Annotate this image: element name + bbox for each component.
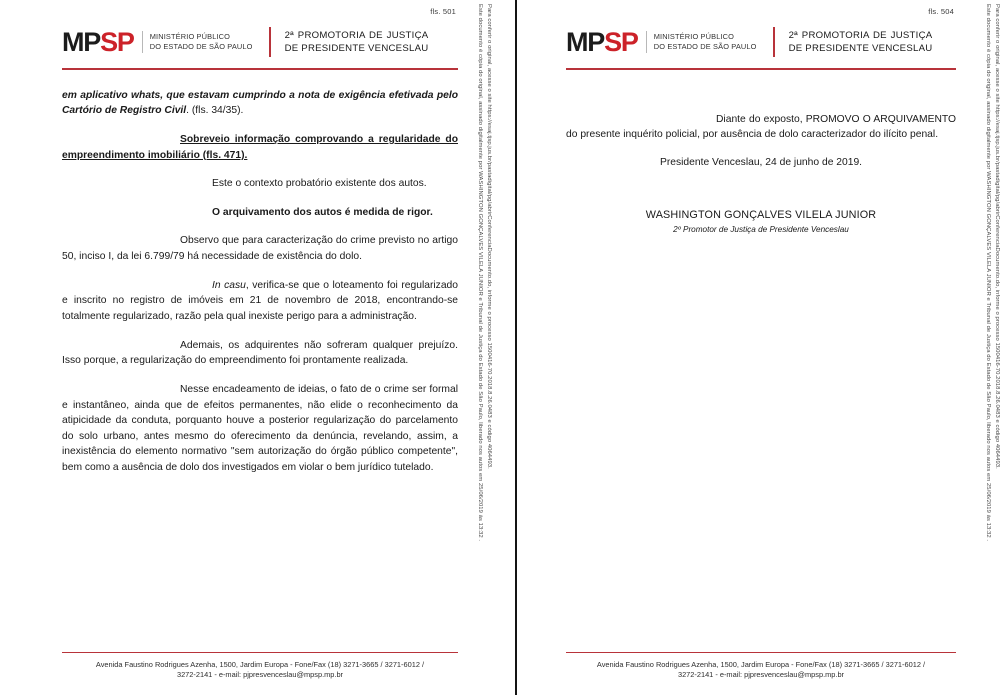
page-header-right <box>566 23 956 61</box>
footer-rule <box>62 652 458 653</box>
page-footer-right <box>566 652 956 681</box>
signer-name: WASHINGTON GONÇALVES VILELA JUNIOR <box>645 208 877 221</box>
page-left-body <box>62 88 458 476</box>
logo-separator <box>142 31 143 53</box>
organization-name-line1: MINISTÉRIO PÚBLICO <box>149 32 231 42</box>
header-vertical-rule <box>269 27 271 57</box>
digital-signature-sidebar-right <box>981 0 1007 695</box>
office-title-line1: 2ª PROMOTORIA DE JUSTIÇA <box>788 29 933 41</box>
signature-block <box>566 207 956 237</box>
logo-text-mp: MP <box>566 26 605 57</box>
logo-text-sp: SP <box>604 26 638 57</box>
footer-address <box>62 660 458 681</box>
paragraph-2 <box>62 132 458 163</box>
footer-address-line2: 3272-2141 - e-mail: pjpresvenceslau@mpsp.mp.br <box>176 670 344 680</box>
date-line: Presidente Venceslau, 24 de junho de 2019. <box>659 156 863 168</box>
office-title <box>285 29 429 55</box>
header-vertical-rule <box>773 27 775 57</box>
paragraph-6-tail: , verifica-se que o loteamento foi regularizado e inscrito no registro de imóveis em 21 de novembro de 2018, encontrando-se totalmente regularizado, razão pela qual inexiste perigo para a administração. <box>62 279 459 322</box>
office-title-line1: 2ª PROMOTORIA DE JUSTIÇA <box>284 29 429 41</box>
page-header-left <box>62 23 458 61</box>
signer-role: 2º Promotor de Justiça de Presidente Venceslau <box>673 224 849 234</box>
paragraph-promocao: Diante do exposto, PROMOVO O ARQUIVAMENTO do presente inquérito policial, por ausência de dolo caracterizador do ilícito penal. <box>566 113 956 141</box>
header-horizontal-rule <box>566 68 956 70</box>
organization-name <box>654 32 757 52</box>
footer-address-line2: 3272-2141 - e-mail: pjpresvenceslau@mpsp.mp.br <box>677 670 845 680</box>
paragraph-7: Ademais, os adquirentes não sofreram qualquer prejuízo. Isso porque, a regularização do empreendimento foi prontamente realizada. <box>62 339 458 367</box>
office-title <box>789 29 933 55</box>
office-title-line2: DE PRESIDENTE VENCESLAU <box>788 43 933 54</box>
signature-sidebar-line2: Para conferir o original, acesse o site https://esaj.tjsp.jus.br/pastadigital/pg/abrirConferenciaDocumento.do, informe o processo 1500416-70.2018.8.26.0483 e código 4064493. <box>486 4 492 469</box>
logo-text-sp: SP <box>100 26 134 57</box>
page-divider <box>515 0 517 695</box>
page-right-body <box>566 112 956 237</box>
page-footer-left <box>62 652 458 681</box>
logo-text-mp: MP <box>62 26 101 57</box>
folio-number-left: fls. 501 <box>430 7 456 16</box>
paragraph-5: Observo que para caracterização do crime previsto no artigo 50, inciso I, da lei 6.799/79 há necessidade de existência do dolo. <box>62 235 458 263</box>
header-horizontal-rule <box>62 68 458 70</box>
mpsp-logo <box>566 26 757 57</box>
folio-number-right: fls. 504 <box>928 7 954 16</box>
logo-separator <box>646 31 647 53</box>
mpsp-logo-mark <box>566 26 638 57</box>
paragraph-1-tail: . (fls. 34/35). <box>186 105 244 117</box>
paragraph-1 <box>62 88 458 119</box>
page-right-content <box>508 0 982 695</box>
office-title-line2: DE PRESIDENTE VENCESLAU <box>284 43 429 54</box>
page-left-content <box>0 0 482 695</box>
footer-address-line1: Avenida Faustino Rodrigues Azenha, 1500, Jardim Europa - Fone/Fax (18) 3271-3665 / 3271-6012 / <box>596 659 926 669</box>
footer-address <box>566 660 956 681</box>
document-page-right <box>508 0 1008 695</box>
paragraph-8: Nesse encadeamento de ideias, o fato de o crime ser formal e instantâneo, ainda que de efeitos permanentes, não elide o reconhecimento da atipicidade da conduta, porquanto houve a posterior regularização do parcelamento do solo urbano, antes mesmo do oferecimento da denúncia, revelando, assim, a inexistência do elemento normativo "sem autorização do órgão público competente", bem como a ausência de dolo dos investigados em violar o bem jurídico tutelado. <box>62 383 458 474</box>
mpsp-logo <box>62 26 253 57</box>
paragraph-4: O arquivamento dos autos é medida de rigor. <box>212 206 433 218</box>
paragraph-2-underlined: Sobreveio informação comprovando a regularidade do empreendimento imobiliário (fls. 471). <box>62 133 458 161</box>
paragraph-3: Este o contexto probatório existente dos autos. <box>212 178 427 190</box>
footer-rule <box>566 652 956 653</box>
signature-sidebar-line1: Este documento é cópia do original, assinado digitalmente por WASHINGTON GONÇALVES VILELA JUNIOR e Tribunal de Justiça do Estado de São Paulo, liberado nos autos em 25/06/2019 às 13:32 . <box>477 4 483 542</box>
organization-name-line2: DO ESTADO DE SÃO PAULO <box>653 42 757 51</box>
organization-name-line1: MINISTÉRIO PÚBLICO <box>653 32 735 42</box>
organization-name <box>150 32 253 52</box>
digital-signature-sidebar-left <box>473 0 499 695</box>
paragraph-6 <box>62 278 458 325</box>
footer-address-line1: Avenida Faustino Rodrigues Azenha, 1500, Jardim Europa - Fone/Fax (18) 3271-3665 / 3271-6012 / <box>95 659 425 669</box>
paragraph-1-italic: em aplicativo whats, que estavam cumprindo a nota de exigência efetivada pelo Cartório de Registro Civil <box>62 89 458 117</box>
organization-name-line2: DO ESTADO DE SÃO PAULO <box>149 42 253 51</box>
mpsp-logo-mark <box>62 26 134 57</box>
paragraph-6-italic: In casu <box>212 279 246 291</box>
signature-sidebar-line2: Para conferir o original, acesse o site https://esaj.tjsp.jus.br/pastadigital/pg/abrirConferenciaDocumento.do, informe o processo 1500416-70.2018.8.26.0483 e código 4064493. <box>994 4 1000 469</box>
signature-sidebar-line1: Este documento é cópia do original, assinado digitalmente por WASHINGTON GONÇALVES VILELA JUNIOR e Tribunal de Justiça do Estado de São Paulo, liberado nos autos em 25/06/2019 às 13:32 . <box>985 4 991 542</box>
